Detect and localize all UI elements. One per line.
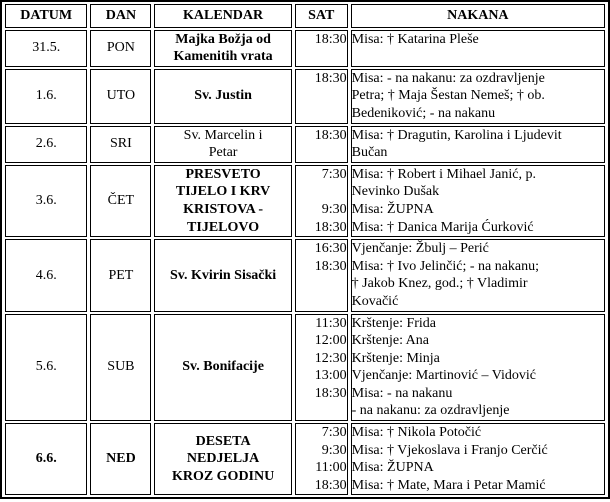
day-cell: SRI bbox=[90, 126, 151, 163]
text-line: 12:30 bbox=[314, 350, 347, 366]
intention-cell bbox=[351, 69, 605, 124]
calendar-cell bbox=[154, 126, 291, 163]
text-line: Krštenje: Frida bbox=[351, 315, 437, 331]
text-line: Sv. Marcelin i bbox=[183, 127, 263, 143]
text-line: Misa: - na nakanu bbox=[351, 385, 453, 401]
text-line: Misa: ŽUPNA bbox=[351, 460, 434, 476]
time-cell bbox=[295, 69, 348, 124]
header-sat: SAT bbox=[295, 4, 348, 28]
text-line: PRESVETO bbox=[185, 166, 261, 182]
text-line: Vjenčanje: Martinović – Vidović bbox=[351, 368, 536, 384]
text-line: KRISTOVA - bbox=[183, 201, 264, 217]
intention-cell bbox=[351, 126, 605, 163]
intention-cell bbox=[351, 314, 605, 422]
text-line: 18:30 bbox=[314, 31, 347, 47]
calendar-cell bbox=[154, 423, 291, 495]
header-kalendar: KALENDAR bbox=[154, 4, 291, 28]
header-row bbox=[5, 4, 605, 28]
calendar-cell bbox=[154, 69, 291, 124]
datum-cell: 31.5. bbox=[5, 30, 87, 67]
header-dan: DAN bbox=[90, 4, 151, 28]
datum-cell: 1.6. bbox=[5, 69, 87, 124]
time-cell bbox=[295, 314, 348, 422]
text-line: 9:30 bbox=[321, 201, 347, 217]
text-line: Misa: † Dragutin, Karolina i Ljudevit bbox=[351, 127, 562, 143]
text-line: TIJELO I KRV bbox=[175, 184, 271, 200]
text-line: NEDJELJA bbox=[186, 451, 260, 467]
text-line: 12:00 bbox=[314, 333, 347, 349]
time-cell bbox=[295, 423, 348, 495]
text-line: Misa: † Katarina Pleše bbox=[351, 31, 479, 47]
table-row bbox=[5, 239, 605, 311]
text-line: 18:30 bbox=[314, 219, 347, 235]
text-line: Misa: † Mate, Mara i Petar Mamić bbox=[351, 477, 546, 493]
time-cell bbox=[295, 239, 348, 311]
calendar-cell bbox=[154, 314, 291, 422]
day-cell: NED bbox=[90, 423, 151, 495]
intention-cell bbox=[351, 423, 605, 495]
datum-cell: 5.6. bbox=[5, 314, 87, 422]
intention-cell bbox=[351, 30, 605, 67]
text-line: 18:30 bbox=[314, 70, 347, 86]
day-cell: ČET bbox=[90, 165, 151, 237]
table-row bbox=[5, 30, 605, 67]
table-row bbox=[5, 69, 605, 124]
text-line: 7:30 bbox=[321, 425, 347, 441]
text-line: Bučan bbox=[351, 145, 388, 161]
text-line: Kovačić bbox=[351, 293, 399, 309]
header-datum: DATUM bbox=[5, 4, 87, 28]
text-line: Misa: † Danica Marija Ćurković bbox=[351, 219, 534, 235]
intention-cell bbox=[351, 239, 605, 311]
day-cell: UTO bbox=[90, 69, 151, 124]
day-cell: PON bbox=[90, 30, 151, 67]
time-cell bbox=[295, 126, 348, 163]
text-line: Majka Božja od bbox=[175, 31, 271, 47]
calendar-cell bbox=[154, 30, 291, 67]
text-line: Nevinko Dušak bbox=[351, 184, 440, 200]
text-line: 16:30 bbox=[314, 241, 347, 257]
text-line: 7:30 bbox=[321, 166, 347, 182]
text-line: Kamenitih vrata bbox=[173, 49, 273, 65]
text-line: Krštenje: Minja bbox=[351, 350, 440, 366]
text-line: 11:30 bbox=[315, 315, 347, 331]
day-cell: PET bbox=[90, 239, 151, 311]
text-line: Misa: † Ivo Jelinčić; - na nakanu; bbox=[351, 258, 540, 274]
day-cell: SUB bbox=[90, 314, 151, 422]
time-cell bbox=[295, 30, 348, 67]
text-line: Petra; † Maja Šestan Nemeš; † ob. bbox=[351, 88, 545, 104]
text-line: Sv. Bonifacije bbox=[182, 359, 264, 375]
text-line: 18:30 bbox=[314, 258, 347, 274]
table-row bbox=[5, 314, 605, 422]
text-line: TIJELOVO bbox=[187, 219, 260, 235]
text-line: Krštenje: Ana bbox=[351, 333, 430, 349]
calendar-cell bbox=[154, 165, 291, 237]
text-line: Misa: † Vjekoslava i Franjo Cerčić bbox=[351, 442, 548, 458]
text-line: KROZ GODINU bbox=[171, 469, 275, 485]
table-row bbox=[5, 165, 605, 237]
text-line: 18:30 bbox=[314, 385, 347, 401]
time-cell bbox=[295, 165, 348, 237]
text-line: Misa: - na nakanu: za ozdravljenje bbox=[351, 70, 545, 86]
text-line: 18:30 bbox=[314, 127, 347, 143]
text-line bbox=[296, 183, 347, 201]
text-line: Misa: † Robert i Mihael Janić, p. bbox=[351, 166, 536, 182]
table-row bbox=[5, 423, 605, 495]
text-line: Sv. Kvirin Sisački bbox=[169, 267, 277, 283]
text-line: Misa: ŽUPNA bbox=[351, 201, 434, 217]
schedule-body bbox=[5, 30, 605, 496]
text-line: - na nakanu: za ozdravljenje bbox=[351, 403, 510, 419]
datum-cell: 4.6. bbox=[5, 239, 87, 311]
text-line: 11:00 bbox=[315, 460, 347, 476]
text-line: 9:30 bbox=[321, 442, 347, 458]
calendar-cell bbox=[154, 239, 291, 311]
datum-cell: 2.6. bbox=[5, 126, 87, 163]
datum-cell: 3.6. bbox=[5, 165, 87, 237]
text-line: Vjenčanje: Žbulj – Perić bbox=[351, 241, 489, 257]
datum-cell: 6.6. bbox=[5, 423, 87, 495]
text-line: 18:30 bbox=[314, 477, 347, 493]
text-line: Petar bbox=[208, 145, 238, 161]
intention-cell bbox=[351, 165, 605, 237]
text-line: 13:00 bbox=[314, 368, 347, 384]
text-line: Sv. Justin bbox=[194, 88, 252, 104]
text-line: Bedeniković; - na nakanu bbox=[351, 105, 496, 121]
table-row bbox=[5, 126, 605, 163]
text-line: DESETA bbox=[195, 433, 251, 449]
header-nakana: NAKANA bbox=[351, 4, 605, 28]
text-line: † Jakob Knez, god.; † Vladimir bbox=[351, 276, 528, 292]
text-line: Misa: † Nikola Potočić bbox=[351, 425, 482, 441]
